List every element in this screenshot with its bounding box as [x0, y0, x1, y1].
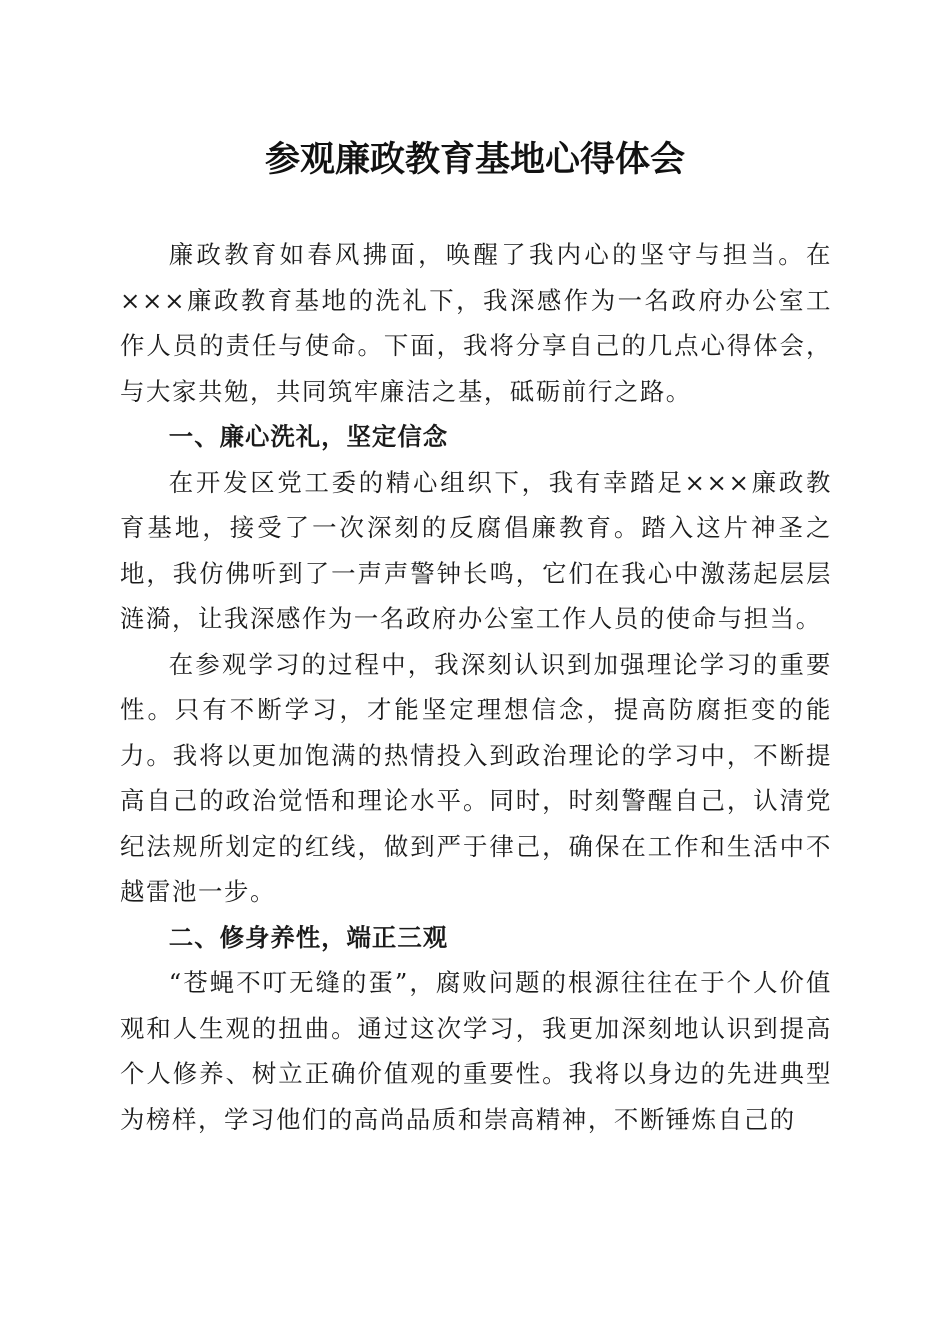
section-2-paragraph-1: “苍蝇不叮无缝的蛋”，腐败问题的根源往往在于个人价值观和人生观的扭曲。通过这次学习，我更加深刻地认识到提高个人修养、树立正确价值观的重要性。我将以身边的先进典型为榜样，学习他们的高尚品质和崇高精神，不断锤炼自己的	[120, 968, 832, 1134]
intro-paragraph: 廉政教育如春风拂面，唤醒了我内心的坚守与担当。在×××廉政教育基地的洗礼下，我深感作为一名政府办公室工作人员的责任与使命。下面，我将分享自己的几点心得体会，与大家共勉，共同筑牢廉洁之基，砥砺前行之路。	[120, 240, 832, 406]
section-1-paragraph-2: 在参观学习的过程中，我深刻认识到加强理论学习的重要性。只有不断学习，才能坚定理想信念，提高防腐拒变的能力。我将以更加饱满的热情投入到政治理论的学习中，不断提高自己的政治觉悟和理论水平。同时，时刻警醒自己，认清党纪法规所划定的红线，做到严于律己，确保在工作和生活中不越雷池一步。	[120, 649, 832, 906]
section-1-paragraph-1: 在开发区党工委的精心组织下，我有幸踏足×××廉政教育基地，接受了一次深刻的反腐倡廉教育。踏入这片神圣之地，我仿佛听到了一声声警钟长鸣，它们在我心中激荡起层层涟漪，让我深感作为一名政府办公室工作人员的使命与担当。	[120, 467, 832, 633]
document-title: 参观廉政教育基地心得体会	[264, 139, 685, 180]
section-2-heading: 二、修身养性，端正三观	[168, 922, 449, 952]
section-1-heading: 一、廉心洗礼，坚定信念	[168, 422, 449, 451]
document-body	[120, 232, 832, 1142]
